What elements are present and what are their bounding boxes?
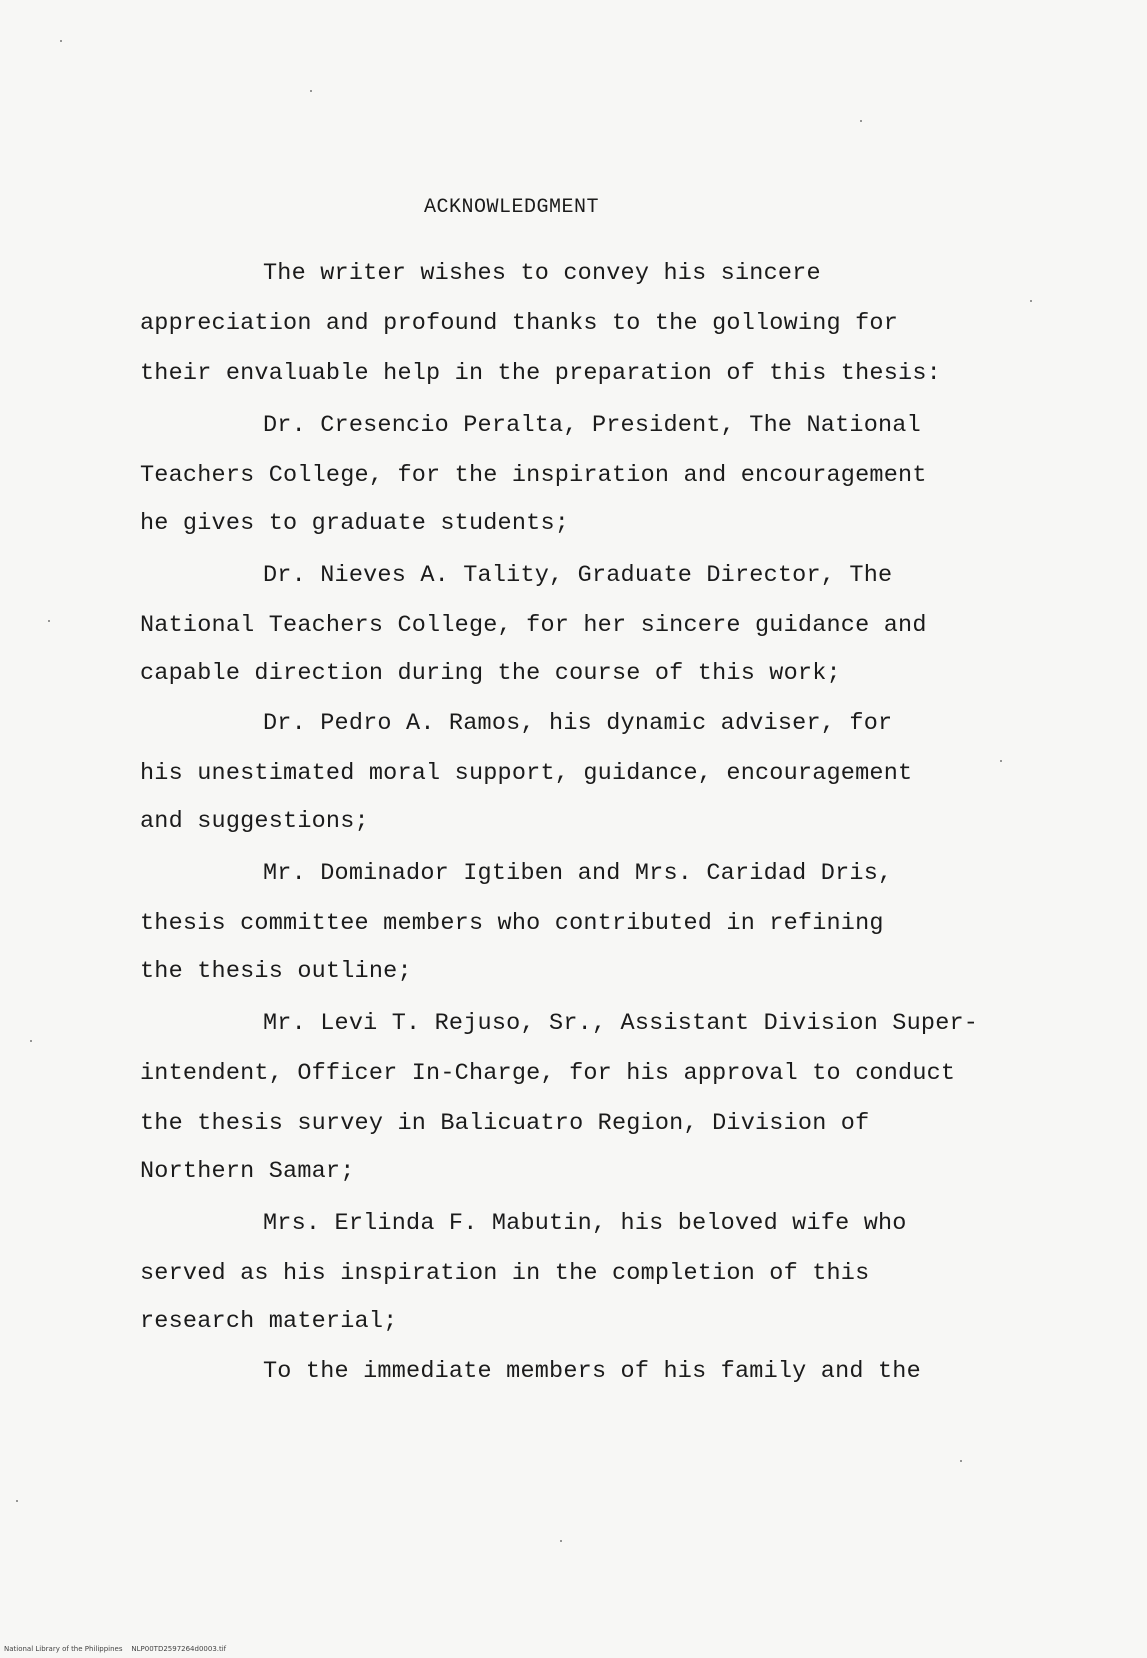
- footer-file-id: NLP00TD2597264d0003.tif: [131, 1645, 227, 1653]
- text-line: the thesis outline;: [140, 958, 412, 985]
- text-line: Teachers College, for the inspiration and encouragement: [140, 462, 927, 489]
- text-line: National Teachers College, for her sincere guidance and: [140, 612, 927, 639]
- text-line: research material;: [140, 1308, 398, 1335]
- scan-speck: [960, 1460, 962, 1462]
- text-line: he gives to graduate students;: [140, 510, 570, 537]
- text-line: Mr. Dominador Igtiben and Mrs. Caridad Dris,: [263, 860, 893, 887]
- text-line: Mrs. Erlinda F. Mabutin, his beloved wife who: [263, 1210, 907, 1237]
- text-line: intendent, Officer In-Charge, for his approval to conduct: [140, 1060, 956, 1087]
- text-line: The writer wishes to convey his sincere: [263, 260, 821, 287]
- scan-speck: [310, 90, 312, 92]
- scan-speck: [560, 1540, 562, 1542]
- text-line: capable direction during the course of this work;: [140, 660, 841, 687]
- footer: [4, 1645, 226, 1653]
- text-line: thesis committee members who contributed in refining: [140, 910, 884, 937]
- scan-speck: [860, 120, 862, 122]
- scan-speck: [16, 1500, 18, 1502]
- footer-library: National Library of the Philippines: [4, 1645, 123, 1653]
- page-title: ACKNOWLEDGMENT: [424, 196, 600, 219]
- scan-speck: [30, 1040, 32, 1042]
- text-line: served as his inspiration in the completion of this: [140, 1260, 870, 1287]
- text-line: To the immediate members of his family and the: [263, 1358, 921, 1385]
- scan-speck: [48, 620, 50, 622]
- text-line: Northern Samar;: [140, 1158, 355, 1185]
- text-line: the thesis survey in Balicuatro Region, Division of: [140, 1110, 870, 1137]
- text-line: Mr. Levi T. Rejuso, Sr., Assistant Division Super-: [263, 1010, 979, 1037]
- scan-speck: [1030, 300, 1032, 302]
- scan-speck: [1000, 760, 1002, 762]
- text-line: Dr. Pedro A. Ramos, his dynamic adviser, for: [263, 710, 893, 737]
- text-line: and suggestions;: [140, 808, 369, 835]
- text-line: Dr. Nieves A. Tality, Graduate Director, The: [263, 562, 893, 589]
- text-line: their envaluable help in the preparation of this thesis:: [140, 360, 941, 387]
- text-line: appreciation and profound thanks to the gollowing for: [140, 310, 899, 337]
- text-line: Dr. Cresencio Peralta, President, The National: [263, 412, 921, 439]
- scan-speck: [60, 40, 62, 42]
- text-line: his unestimated moral support, guidance, encouragement: [140, 760, 913, 787]
